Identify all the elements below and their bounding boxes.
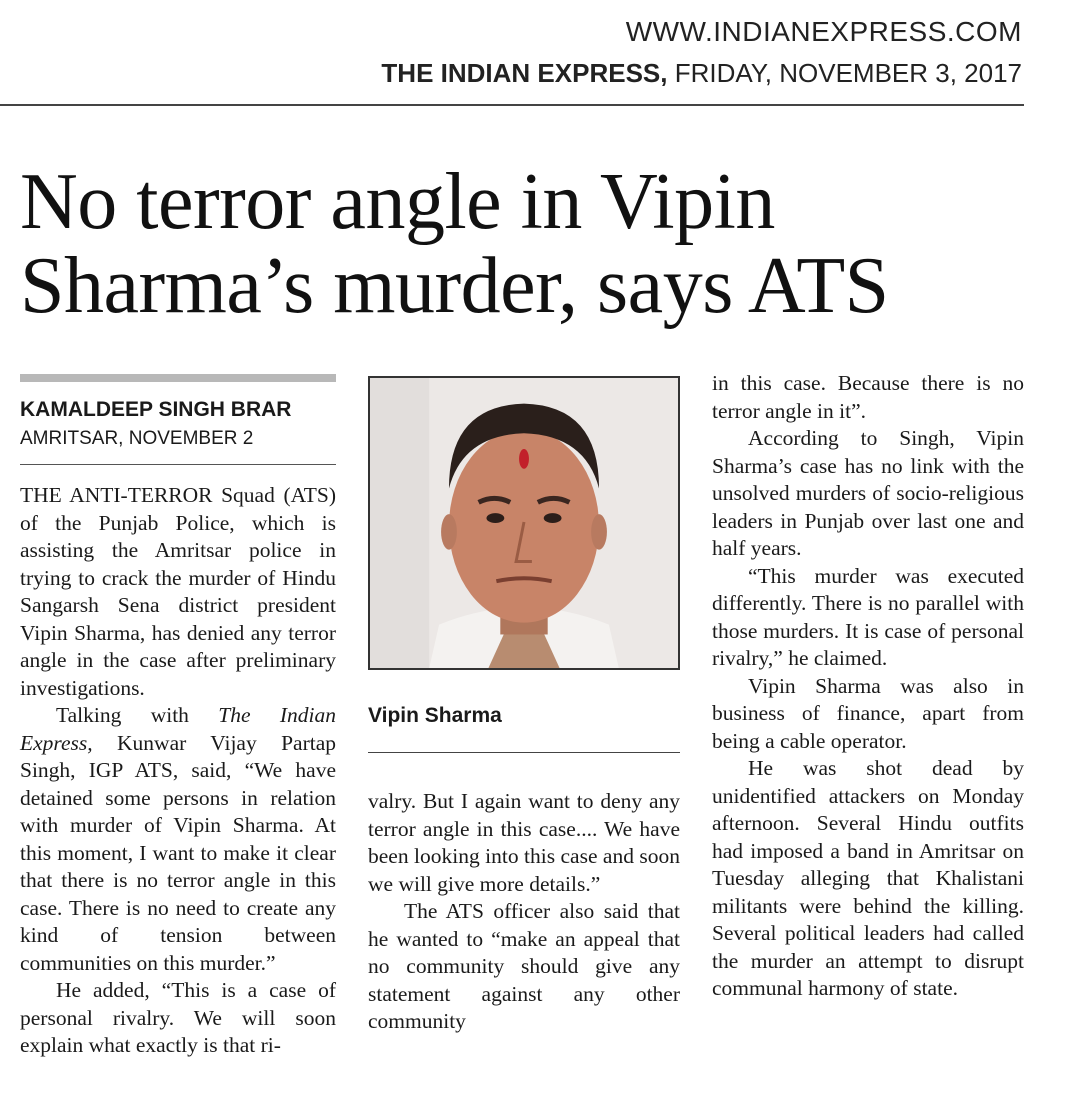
paragraph: The ATS officer also said that he wanted to “make an appeal that no community should give any statement against any other community	[368, 899, 680, 1033]
paragraph	[20, 702, 336, 977]
paragraph: He added, “This is a case of personal rivalry. We will soon explain what exactly is that ri-	[20, 978, 336, 1057]
masthead-url: WWW.INDIANEXPRESS.COM	[625, 16, 1022, 47]
byline-dateline: AMRITSAR, NOVEMBER 2	[20, 428, 254, 449]
paragraph: “This murder was executed differently. There is no parallel with those murders. It is case of personal rivalry,” he claimed.	[712, 563, 1024, 670]
paragraph: in this case. Because there is no terror angle in it”.	[712, 371, 1024, 423]
issue-date: FRIDAY, NOVEMBER 3, 2017	[674, 58, 1022, 88]
article-column-1	[20, 482, 336, 1060]
paragraph: He was shot dead by unidentified attackers on Monday afternoon. Several Hindu outfits had imposed a band in Amritsar on Tuesday alleging that Khalistani militants were behind the killing. Several political leaders had called the murder an attempt to disrupt communal harmony of state.	[712, 756, 1024, 1000]
photo-caption: Vipin Sharma	[368, 704, 502, 727]
byline-bar	[20, 374, 336, 382]
byline-rule	[20, 464, 336, 465]
paragraph: According to Singh, Vipin Sharma’s case has no link with the unsolved murders of socio-religious leaders in Punjab over last one and half years.	[712, 426, 1024, 560]
portrait-photo	[368, 376, 680, 670]
portrait-image	[370, 378, 678, 668]
paragraph: Vipin Sharma was also in business of finance, apart from being a cable operator.	[712, 673, 1024, 753]
paragraph: THE ANTI-TERROR Squad (ATS) of the Punjab Police, which is assisting the Amritsar police in trying to crack the murder of Hindu Sangarsh Sena district president Vipin Sharma, has denied any terror angle in the case after preliminary investigations.	[20, 483, 336, 700]
masthead-dateline	[381, 58, 1022, 89]
masthead-rule	[0, 104, 1024, 106]
headline	[20, 160, 1040, 328]
paragraph-lead: Talking with	[56, 703, 219, 727]
newspaper-name: THE INDIAN EXPRESS,	[381, 58, 668, 88]
caption-rule	[368, 752, 680, 753]
headline-line-1: No terror angle in Vipin	[20, 158, 775, 246]
byline-author: KAMALDEEP SINGH BRAR	[20, 398, 292, 421]
publication-name: The Indian Express,	[20, 703, 336, 755]
article-column-2	[368, 788, 680, 1036]
paragraph-text: Kunwar Vijay Partap Singh, IGP ATS, said, “We have detained some persons in relation with murder of Vipin Sharma. At this moment, I want to make it clear that there is no terror angle in this case. There is no need to create any kind of tension between communities on this murder.”	[20, 730, 336, 975]
paragraph: valry. But I again want to deny any terror angle in this case.... We have been looking into this case and soon we will give more details.”	[368, 789, 680, 896]
headline-line-2: Sharma’s murder, says ATS	[20, 242, 889, 330]
article-column-3	[712, 370, 1024, 1003]
